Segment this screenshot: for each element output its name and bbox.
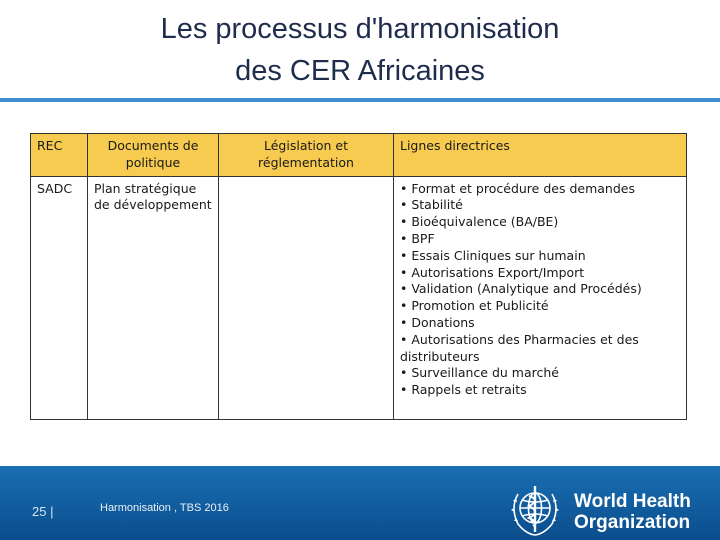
guideline-item: • Autorisations des Pharmacies et des	[400, 331, 639, 347]
guideline-item-continuation: distributeurs	[400, 348, 480, 364]
page-number: 25 |	[32, 504, 54, 519]
guideline-item: • Stabilité	[400, 197, 463, 213]
slide-title	[0, 8, 720, 92]
who-logo-line-2: Organization	[574, 512, 691, 533]
guideline-item: • Essais Cliniques sur humain	[400, 247, 586, 263]
guideline-item: • Validation (Analytique and Procédés)	[400, 281, 642, 297]
who-logo-text	[574, 491, 691, 533]
footer-text: Harmonisation , TBS 2016	[100, 502, 229, 514]
cell-guidelines	[394, 176, 687, 419]
slide-title-line-2: des CER Africaines	[235, 55, 485, 87]
cell-rec: SADC	[31, 176, 88, 419]
guideline-item: • BPF	[400, 230, 435, 246]
header-cell-rec: REC	[31, 134, 88, 177]
header-cell-documents: Documents de politique	[88, 134, 219, 177]
guideline-item: • Surveillance du marché	[400, 365, 559, 381]
guideline-item: • Format et procédure des demandes	[400, 180, 635, 196]
cell-documents: Plan stratégique de développement	[88, 176, 219, 419]
guideline-item: • Autorisations Export/Import	[400, 264, 585, 280]
title-divider	[0, 98, 720, 102]
guideline-item: • Donations	[400, 314, 475, 330]
cell-legislation	[219, 176, 394, 419]
who-emblem-icon	[505, 482, 565, 538]
who-logo-line-1: World Health	[574, 491, 691, 512]
header-cell-legislation: Législation et réglementation	[219, 134, 394, 177]
guideline-item: • Promotion et Publicité	[400, 298, 549, 314]
guideline-item: • Bioéquivalence (BA/BE)	[400, 214, 559, 230]
slide-title-line-1: Les processus d'harmonisation	[160, 13, 560, 45]
table-header-row	[31, 134, 687, 177]
guideline-item: • Rappels et retraits	[400, 382, 527, 398]
table-row	[31, 176, 687, 419]
header-cell-guidelines: Lignes directrices	[394, 134, 687, 177]
harmonisation-table	[30, 133, 687, 420]
